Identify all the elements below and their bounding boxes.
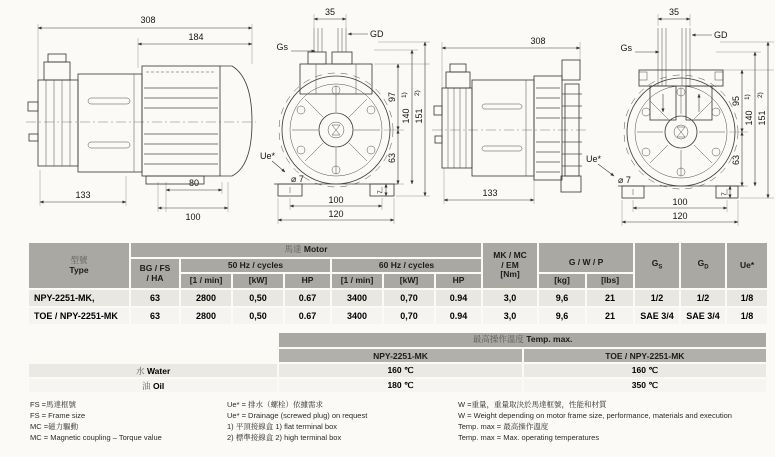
dim-140-label: 140 (401, 108, 411, 124)
cell-kg: 9,6 (539, 308, 585, 324)
drawing-side-view-with-motor (26, 2, 258, 230)
temp-table-spacer (29, 333, 277, 347)
col-group-weight: G / W / P (539, 243, 633, 272)
temp-col-npy: NPY-2251-MK (279, 349, 521, 362)
col-header-gd: $G_D$ (681, 243, 725, 288)
cell-oil-npy: 180 ℃ (279, 379, 521, 392)
note-line: W =重量，重量取決於馬達框號，性能和材質 (458, 400, 607, 409)
note-line: Ue* = Drainage (screwed plug) on request (227, 411, 368, 420)
dim-63-label: 63 (731, 154, 741, 166)
note-line: Temp. max = Max. operating temperatures (458, 433, 600, 442)
col-header-rpm60: [1 / min] (332, 274, 382, 288)
note-line: 1) 平頂接線盒 1) flat terminal box (227, 422, 338, 431)
cell-type: TOE / NPY-2251-MK (29, 308, 129, 324)
dim-35-label: 35 (668, 7, 680, 17)
ue-label: Ue* (260, 151, 276, 161)
col-group-60hz: 60 Hz / cycles (332, 259, 481, 272)
cell-hp50: 0.67 (285, 290, 330, 306)
col-header-ue: Ue* (727, 243, 767, 288)
cell-ue: 1/8 (727, 290, 767, 306)
cell-hp60: 0.94 (436, 308, 481, 324)
pump-front-outline (618, 28, 744, 198)
col-header-gs: $G_S$ (635, 243, 679, 288)
dim-308-label: 308 (140, 15, 156, 25)
cell-ue: 1/8 (727, 308, 767, 324)
note-line: Ue* = 排水（螺栓）依據需求 (227, 400, 324, 409)
cell-kw60: 0,70 (384, 308, 434, 324)
note-line: MC = Magnetic coupling – Torque value (30, 433, 162, 442)
dim-feet-100-label: 100 (328, 195, 344, 205)
col-header-type-en: Type (69, 264, 89, 275)
col-header-kg: [kg] (539, 274, 585, 288)
cell-rpm60: 3400 (332, 290, 382, 306)
dim-63-label: 63 (387, 152, 397, 164)
note-line: MC =磁力驅動 (30, 422, 79, 431)
col-header-type (29, 243, 129, 288)
cell-kw50: 0,50 (233, 290, 283, 306)
spec-row-npy (29, 290, 767, 306)
drawing-front-view-mk (258, 2, 432, 230)
ue-label: Ue* (586, 154, 602, 164)
cell-lbs: 21 (587, 290, 633, 306)
col-header-hp60: HP (436, 274, 481, 288)
dim-184-label: 184 (188, 32, 204, 42)
cell-frame: 63 (131, 308, 179, 324)
dim-80-label: 80 (188, 178, 200, 188)
dim-308-label: 308 (530, 36, 546, 46)
col-header-rpm50: [1 / min] (181, 274, 231, 288)
pump-outline (432, 60, 586, 192)
dim-35-label: 35 (324, 7, 336, 17)
col-header-torque: MK / MC / EM [Nm] (483, 243, 537, 288)
col-group-motor: 馬達 Motor (131, 243, 481, 257)
port-gs-label: Gs (276, 42, 288, 52)
cell-frame: 63 (131, 290, 179, 306)
cell-rpm50: 2800 (181, 290, 231, 306)
cell-kg: 9,6 (539, 290, 585, 306)
cell-gd: SAE 3/4 (681, 308, 725, 324)
cell-water-npy: 160 ℃ (279, 364, 521, 377)
note-line: FS =馬達框號 (30, 400, 77, 409)
dim-151-label: 151 (414, 108, 424, 124)
note-line: Temp. max = 最高操作溫度 (458, 422, 549, 431)
temp-col-toe: TOE / NPY-2251-MK (524, 349, 766, 362)
pump-front-outline (274, 28, 398, 196)
note-line: W = Weight depending on motor frame size, performance, materials and execution (458, 411, 732, 420)
hole-dia-label: ⌀ 7 (618, 175, 631, 185)
note-line: FS = Frame size (30, 411, 86, 420)
cell-gd: 1/2 (681, 290, 725, 306)
dim-feet-100-label: 100 (672, 197, 688, 207)
dim-140-sup: 1) (744, 94, 751, 100)
cell-rpm60: 3400 (332, 308, 382, 324)
cell-rpm50: 2800 (181, 308, 231, 324)
dim-151-label: 151 (757, 110, 767, 126)
cell-water-toe: 160 ℃ (524, 364, 766, 377)
dim-133-label: 133 (75, 190, 91, 200)
footnotes-column-3 (458, 399, 732, 443)
cell-hp50: 0.67 (285, 308, 330, 324)
dim-140-label: 140 (744, 110, 754, 126)
cell-nm: 3,0 (483, 290, 537, 306)
dim-95-label: 95 (731, 95, 741, 107)
port-gd-label: GD (714, 30, 728, 40)
hole-dia-label: ⌀ 7 (291, 174, 304, 184)
temp-max-table (27, 331, 768, 394)
port-gd-label: GD (370, 29, 384, 39)
cell-hp60: 0.94 (436, 290, 481, 306)
dim-7-label: 7 (377, 190, 384, 194)
drawing-front-view-toe (586, 2, 775, 230)
dim-151-sup: 2) (757, 92, 764, 98)
dim-133-label: 133 (482, 188, 498, 198)
temp-table-title: 最高操作溫度 Temp. max. (279, 333, 766, 347)
col-header-kw50: [kW] (233, 274, 283, 288)
col-header-type-zh: 型號 (70, 254, 88, 265)
dimension-lines (442, 36, 580, 204)
cell-gs: SAE 3/4 (635, 308, 679, 324)
dim-100-label: 100 (185, 212, 201, 222)
spec-row-toe (29, 308, 767, 324)
col-header-kw60: [kW] (384, 274, 434, 288)
svg-defs (0, 0, 2, 2)
dimension-lines (586, 7, 774, 226)
dim-97-label: 97 (387, 91, 397, 103)
cell-type: NPY-2251-MK, (29, 290, 129, 306)
col-header-frame: BG / FS / HA (131, 259, 179, 288)
cell-kw60: 0,70 (384, 290, 434, 306)
footnotes-column-1 (30, 399, 162, 443)
motor-spec-table (27, 241, 769, 326)
cell-oil-toe: 350 ℃ (524, 379, 766, 392)
cell-kw50: 0,50 (233, 308, 283, 324)
dim-151-sup: 2) (414, 90, 421, 96)
drawing-side-view-toe (432, 2, 586, 230)
cell-nm: 3,0 (483, 308, 537, 324)
cell-gs: 1/2 (635, 290, 679, 306)
temp-row-oil (29, 379, 766, 392)
row-label-oil: 油 Oil (29, 379, 277, 392)
footnotes-column-2 (227, 399, 367, 443)
dim-7-label: 7 (721, 192, 728, 196)
note-line: 2) 標準接線盒 2) high terminal box (227, 433, 342, 442)
col-group-50hz: 50 Hz / cycles (181, 259, 330, 272)
col-header-lbs: [lbs] (587, 274, 633, 288)
temp-row-water (29, 364, 766, 377)
cell-lbs: 21 (587, 308, 633, 324)
dim-base-120-label: 120 (328, 209, 344, 219)
temp-table-spacer (29, 349, 277, 362)
dim-base-120-label: 120 (672, 211, 688, 221)
dim-140-sup: 1) (401, 92, 408, 98)
pump-motor-outline (26, 54, 256, 184)
port-gs-label: Gs (620, 43, 632, 53)
col-header-hp50: HP (285, 274, 330, 288)
row-label-water: 水 Water (29, 364, 277, 377)
